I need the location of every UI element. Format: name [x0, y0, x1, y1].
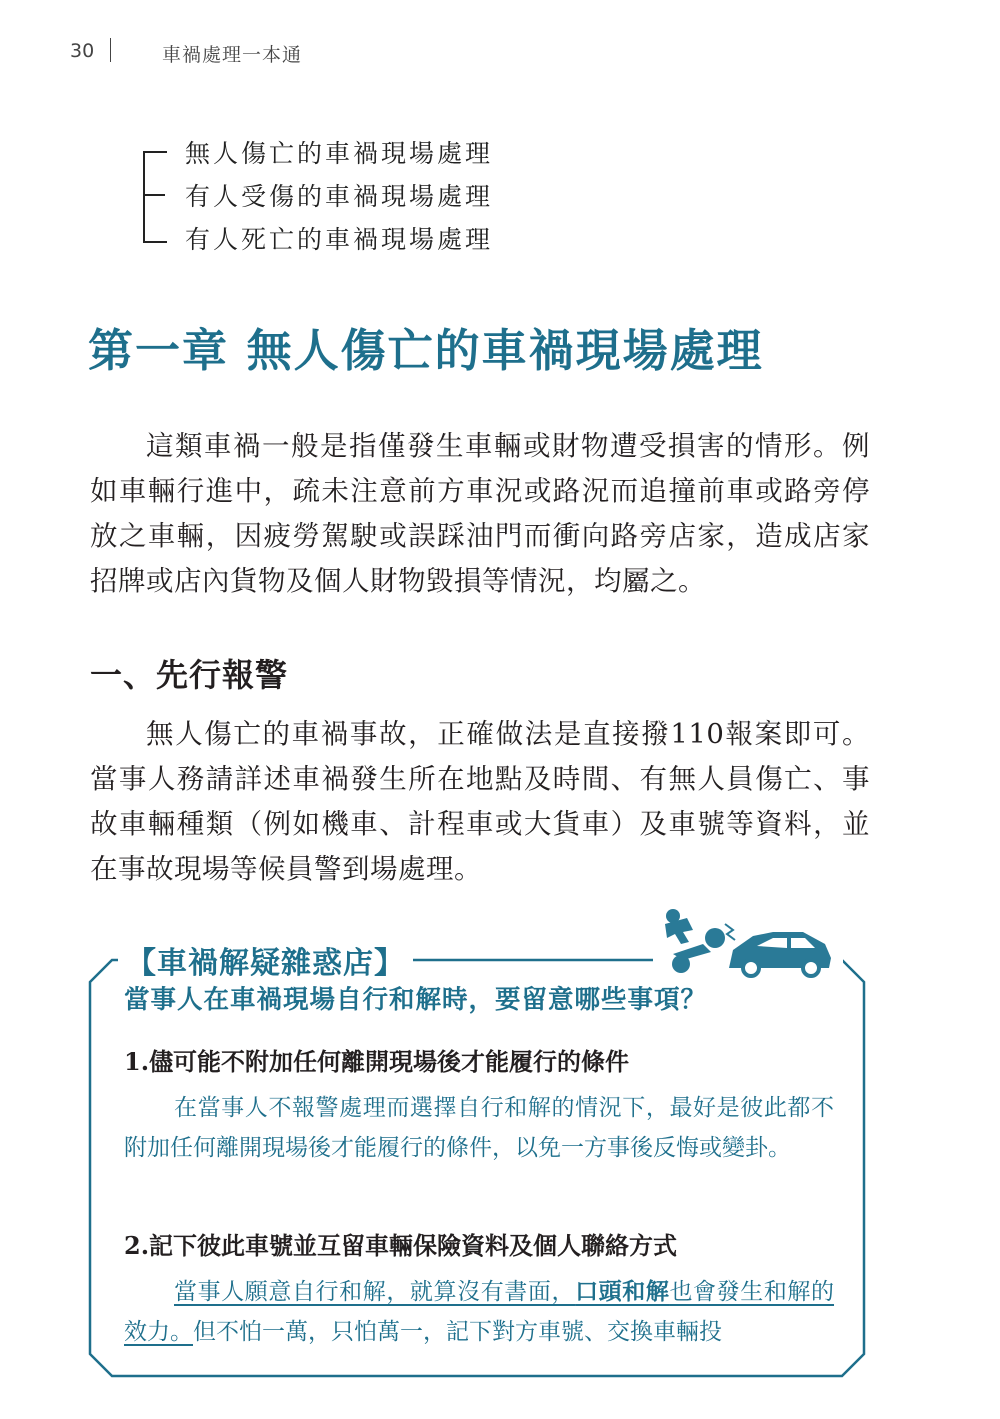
- car-crash-illustration: [653, 908, 843, 980]
- book-title: 車禍處理一本通: [162, 44, 303, 66]
- intro-paragraph: 這類車禍一般是指僅發生車輛或財物遭受損害的情形。例如車輛行進中，疏未注意前方車況或路況而追撞前車或路旁停放之車輛，因疲勞駕駛或誤踩油門而衝向路旁店家，造成店家招牌或店內貨物及個人財物毀損等情況，均屬之。: [90, 430, 870, 597]
- point-2-text-d: 但不怕一萬，只怕萬一，記下對方車號、交換車輛投: [193, 1319, 722, 1345]
- point-2-text-c: 也會發生和解的效力。: [124, 1279, 835, 1345]
- outline-item: 有人受傷的車禍現場處理: [185, 182, 494, 211]
- sidebar-question: 當事人在車禍現場自行和解時，要留意哪些事項？: [124, 985, 708, 1015]
- qa-sidebar-box: [88, 946, 866, 1378]
- point-2-text: [124, 1272, 834, 1352]
- outline-bracket: [143, 151, 167, 243]
- point-1-heading: 1.儘可能不附加任何離開現場後才能履行的條件: [124, 1047, 630, 1076]
- sidebar-title: 【車禍解疑雜惑店】: [118, 938, 413, 982]
- outline-item: 有人死亡的車禍現場處理: [185, 225, 494, 254]
- page-number: 30: [70, 40, 95, 62]
- point-2-heading: 2.記下彼此車號並互留車輛保險資料及個人聯絡方式: [124, 1231, 678, 1260]
- point-2-text-a: 當事人願意自行和解，就算沒有書面，: [174, 1279, 576, 1305]
- chapter-outline: [143, 134, 543, 264]
- header-divider: [110, 38, 111, 62]
- section-heading: 一、先行報警: [90, 656, 289, 694]
- section-paragraph: 無人傷亡的車禍事故，正確做法是直接撥110報案即可。當事人務請詳述車禍發生所在地點及時間、有無人員傷亡、事故車輛種類（例如機車、計程車或大貨車）及車號等資料，並在事故現場等候員警到場處理。: [90, 718, 870, 885]
- outline-item: 無人傷亡的車禍現場處理: [185, 139, 494, 168]
- outline-bracket-middle: [143, 194, 165, 196]
- point-1-text: 在當事人不報警處理而選擇自行和解的情況下，最好是彼此都不附加任何離開現場後才能履行的條件，以免一方事後反悔或變卦。: [124, 1095, 834, 1161]
- point-2-emphasis: 口頭和解: [575, 1278, 670, 1305]
- chapter-title: 第一章 無人傷亡的車禍現場處理: [88, 324, 764, 377]
